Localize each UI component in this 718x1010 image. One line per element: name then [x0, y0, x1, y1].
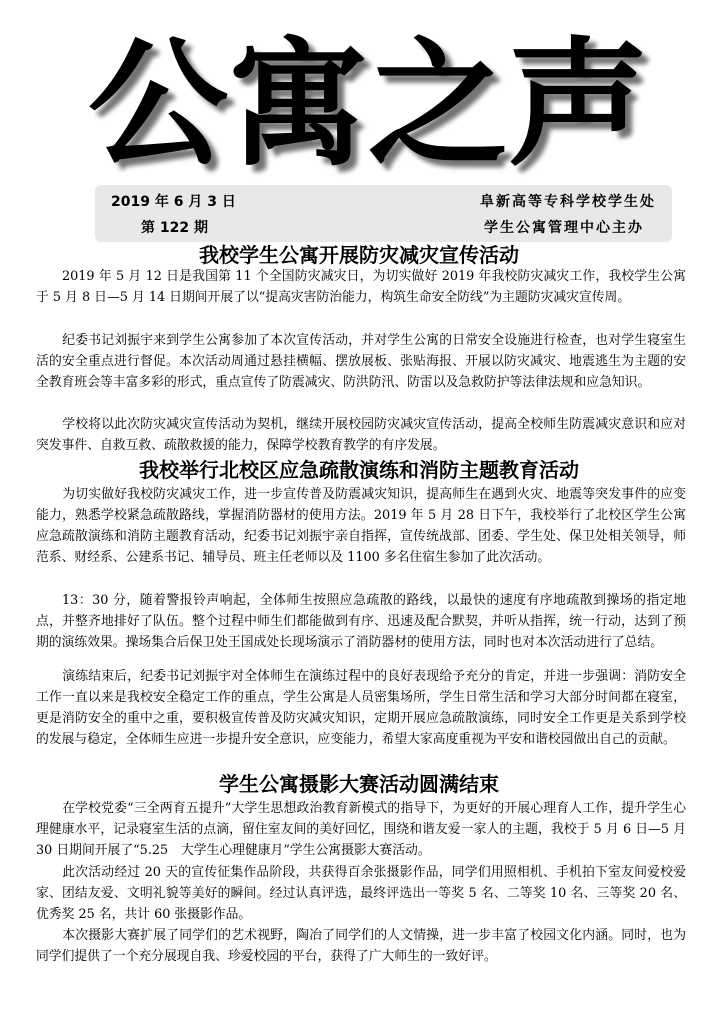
article-paragraph — [36, 330, 686, 393]
paragraph-text: 13：30 分，随着警报铃声响起，全体师生按照应急疏散的路线，以最快的速度有序地疏散到操场的指定地点，并整齐地排好了队伍。整个过程中师生们都能做到有序、迅速及配合默契，并听从指挥，统一行动，达到了预期的演练效果。操场集合后保卫处王国成处长现场演示了消防器材的使用方法，同时也对本次活动进行了总结。 — [36, 593, 686, 650]
masthead — [0, 0, 718, 185]
article-paragraph — [36, 925, 686, 967]
paragraph-text: 在学校党委“三全两育五提升”大学生思想政治教育新模式的指导下，为更好的开展心理育人工作，提升学生心理健康水平，记录寝室生活的点滴，留住室友间的美好回忆，围绕和谐友爱一家人的主题，我校于 5 月 6 日—5 月 30 日期间开展了“5.25 大学生心理健康月”学生公寓摄影大赛活动。 — [36, 801, 686, 858]
masthead-title-art — [0, 0, 718, 185]
masthead-title: 公寓之声 — [88, 24, 648, 185]
issue-number: 第 122 期 — [141, 220, 208, 236]
article-paragraph — [36, 798, 686, 861]
article-title: 我校学生公寓开展防灾减灾宣传活动 — [199, 243, 519, 267]
paragraph-text: 为切实做好我校防灾减灾工作，进一步宣传普及防震减灾知识，提高师生在遇到火灾、地震等突发事件的应变能力，熟悉学校紧急疏散路线，掌握消防器材的使用方法。2019 年 5 月 28 日下午，我校举行了北校区学生公寓应急疏散演练和消防主题教育活动，纪委书记刘振宇亲自指挥，宣传统战部、团委、学生处、保卫处相关领导，师范系、财经系、公建系书记、辅导员、班主任老师以及 1100 多名住宿生参加了此次活动。 — [36, 487, 686, 565]
article-title: 学生公寓摄影大赛活动圆满结束 — [219, 772, 499, 796]
article-paragraph — [36, 590, 686, 653]
issue-date: 2019 年 6 月 3 日 — [111, 194, 236, 210]
paragraph-text: 纪委书记刘振宇来到学生公寓参加了本次宣传活动，并对学生公寓的日常安全设施进行检查，也对学生寝室生活的安全重点进行督促。本次活动周通过悬挂横幅、摆放展板、张贴海报、开展以防灾减灾、地震逃生为主题的安全教育班会等丰富多彩的形式，重点宣传了防震减灾、防洪防汛、防雷以及急救防护等法律法规和应急知识。 — [36, 333, 686, 390]
publisher-org: 阜新高等专科学校学生处 — [480, 194, 656, 210]
article-paragraph — [36, 666, 686, 750]
paragraph-text: 学校将以此次防灾减灾宣传活动为契机，继续开展校园防灾减灾宣传活动，提高全校师生防震减灾意识和应对突发事件、自救互救、疏散救援的能力，保障学校教育教学的有序发展。 — [36, 417, 686, 453]
paragraph-text: 2019 年 5 月 12 日是我国第 11 个全国防灾减灾日，为切实做好 2019 年我校防灾减灾工作，我校学生公寓于 5 月 8 日—5 月 14 日期间开展了以“提高灾害防治能力，构筑生命安全防线”为主题防灾减灾宣传周。 — [36, 269, 686, 305]
article-paragraph — [36, 862, 686, 925]
publisher-host: 学生公寓管理中心主办 — [484, 220, 644, 236]
article-title: 我校举行北校区应急疏散演练和消防主题教育活动 — [139, 458, 579, 482]
paragraph-text: 演练结束后，纪委书记刘振宇对全体师生在演练过程中的良好表现给予充分的肯定，并进一步强调：消防安全工作一直以来是我校安全稳定工作的重点，学生公寓是人员密集场所，学生日常生活和学习大部分时间都在寝室，更是消防安全的重中之重，要积极宣传普及防灾减灾知识，定期开展应急疏散演练，同时安全工作更是关系到学校的发展与稳定，全体师生应进一步提升安全意识，应变能力，希望大家高度重视为平安和谐校园做出自己的贡献。 — [36, 669, 686, 747]
article-paragraph — [36, 266, 686, 308]
paragraph-text: 本次摄影大赛扩展了同学们的艺术视野，陶冶了同学们的人文情操，进一步丰富了校园文化内涵。同时，也为同学们提供了一个充分展现自我、珍爱校园的平台，获得了广大师生的一致好评。 — [36, 928, 686, 964]
article-paragraph — [36, 484, 686, 568]
issue-info-bar — [95, 185, 672, 242]
paragraph-text: 此次活动经过 20 天的宣传征集作品阶段，共获得百余张摄影作品，同学们用照相机、手机拍下室友间爱校爱家、团结友爱、文明礼貌等美好的瞬间。经过认真评选，最终评选出一等奖 5 名、二等奖 10 名、三等奖 20 名、优秀奖 25 名，共计 60 张摄影作品。 — [36, 865, 686, 922]
article-paragraph — [36, 414, 686, 456]
